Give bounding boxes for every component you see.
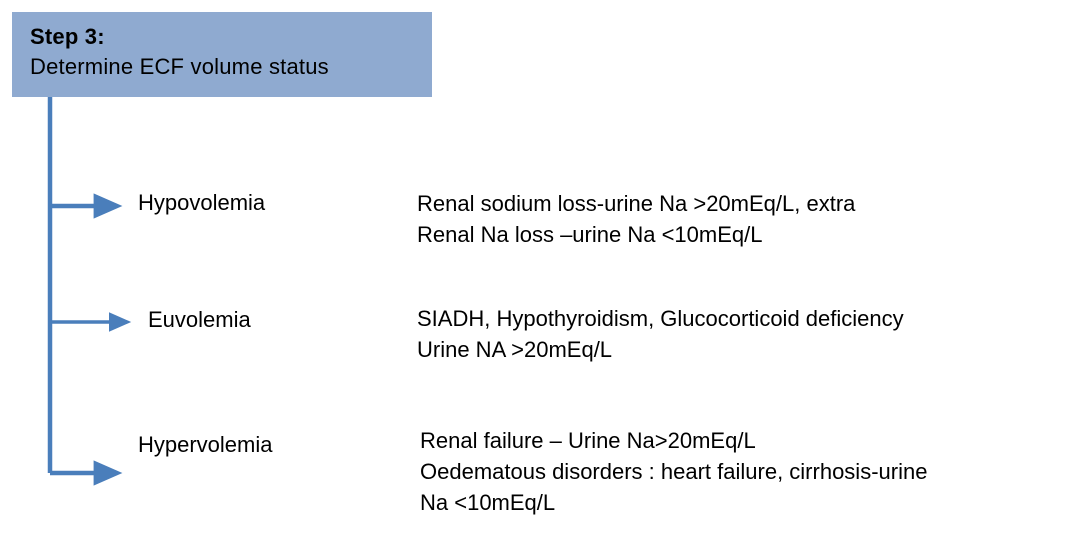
branch-detail-line: Renal Na loss –urine Na <10mEq/L [417,222,763,247]
branch-detail-line: Renal sodium loss-urine Na >20mEq/L, extra [417,191,856,216]
step-header-box [12,12,432,97]
branch-label-hypovolemia: Hypovolemia [138,190,266,215]
branch-detail-line: Urine NA >20mEq/L [417,337,613,362]
branch-detail-hypovolemia [417,188,855,250]
branch-detail-line: Na <10mEq/L [420,490,556,515]
step-description: Determine ECF volume status [30,54,329,79]
branch-label-hypervolemia: Hypervolemia [138,432,273,457]
branch-detail-line: SIADH, Hypothyroidism, Glucocorticoid deficiency [417,306,904,331]
branch-detail-line: Renal failure – Urine Na>20mEq/L [420,428,756,453]
step-label: Step 3: [30,24,105,49]
branch-detail-euvolemia [417,303,904,365]
branch-label-euvolemia: Euvolemia [148,307,251,332]
branch-detail-hypervolemia [420,425,927,518]
branch-detail-line: Oedematous disorders : heart failure, cirrhosis-urine [420,459,928,484]
